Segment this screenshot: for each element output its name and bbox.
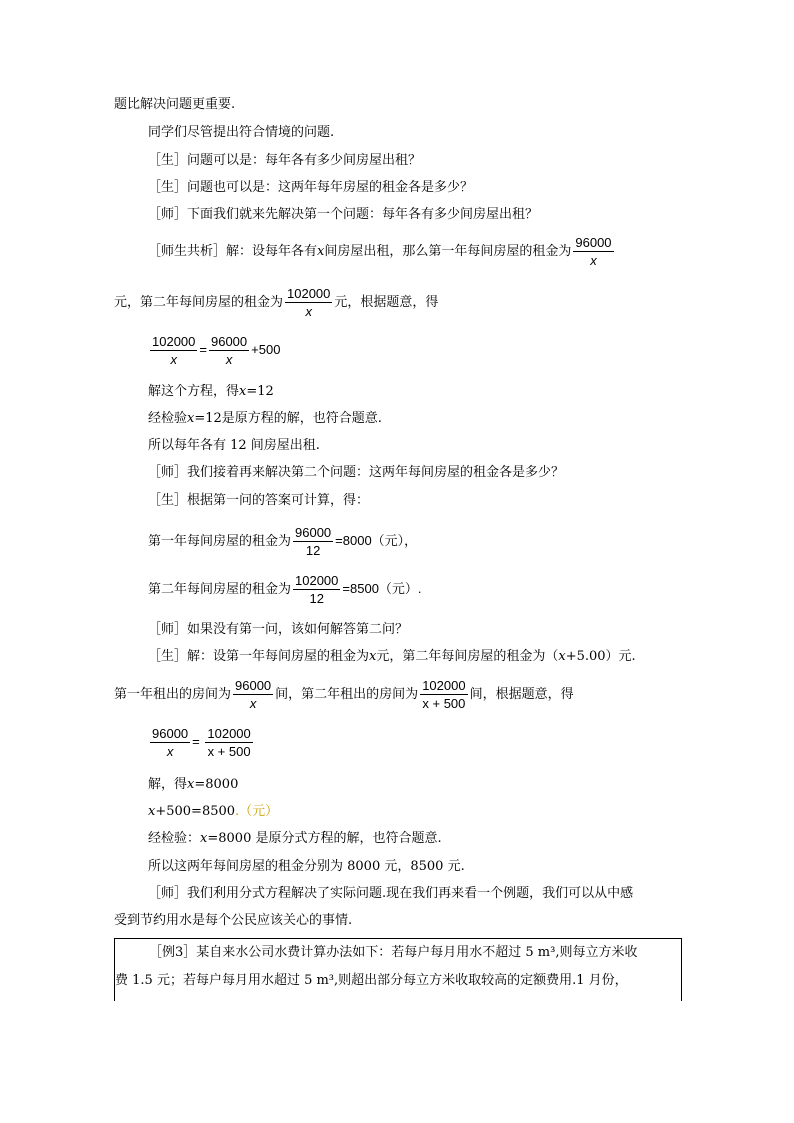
text: ［师］我们接着再来解决第二个问题：这两年每间房屋的租金各是多少？ bbox=[148, 465, 565, 480]
numerator: 96000 bbox=[295, 525, 332, 540]
text-line bbox=[148, 802, 278, 822]
text: 经检验 bbox=[148, 411, 188, 426]
text: =12 bbox=[246, 384, 274, 399]
text-line bbox=[149, 943, 637, 963]
denominator: x bbox=[249, 696, 257, 711]
text: 第一年租出的房间为 bbox=[114, 687, 232, 702]
fraction bbox=[293, 524, 333, 559]
numerator: 96000 bbox=[575, 235, 612, 250]
numerator: 96000 bbox=[210, 334, 248, 349]
numerator: 96000 bbox=[152, 726, 189, 741]
text-line bbox=[148, 436, 320, 456]
text: ［生］问题也可以是：这两年每年房屋的租金各是多少？ bbox=[148, 180, 474, 195]
text: 解这个方程，得 bbox=[148, 384, 240, 399]
variable: x bbox=[369, 649, 377, 664]
text: +500=8500 bbox=[155, 804, 236, 819]
text: +5.00）元. bbox=[565, 649, 636, 664]
text-line-with-fraction bbox=[114, 677, 574, 712]
numerator: 102000 bbox=[207, 726, 251, 741]
text: 元，第二年每间房屋的租金为（ bbox=[376, 649, 559, 664]
text-line bbox=[148, 151, 421, 171]
denominator: x + 500 bbox=[207, 744, 251, 759]
text-line bbox=[148, 857, 465, 877]
text-line bbox=[114, 95, 235, 115]
text: 同学们尽管提出符合情境的问题. bbox=[148, 125, 335, 140]
variable: x bbox=[200, 831, 208, 846]
text-line bbox=[148, 178, 473, 198]
text-line-with-fraction bbox=[148, 524, 417, 559]
denominator: x bbox=[170, 352, 177, 367]
example-box bbox=[114, 938, 682, 1001]
text: .（元） bbox=[235, 804, 279, 819]
text-line bbox=[148, 205, 538, 225]
denominator: x bbox=[225, 352, 233, 367]
text: 第二年每间房屋的租金为 bbox=[148, 582, 292, 597]
fraction bbox=[285, 285, 332, 320]
text-line bbox=[115, 971, 628, 991]
variable: x bbox=[558, 649, 566, 664]
text: =8000（元）， bbox=[335, 533, 418, 548]
text: =8000 bbox=[194, 777, 239, 792]
text: 元，第二年每间房屋的租金为 bbox=[114, 295, 284, 310]
numerator: 102000 bbox=[295, 573, 339, 588]
text-line bbox=[148, 409, 382, 429]
fraction bbox=[420, 677, 467, 712]
text: +500 bbox=[251, 341, 281, 357]
text-line bbox=[148, 491, 369, 511]
text: 第一年每间房屋的租金为 bbox=[148, 534, 292, 549]
denominator: x bbox=[305, 304, 312, 319]
text: 所以每年各有 12 间房屋出租. bbox=[148, 438, 320, 453]
fraction bbox=[150, 725, 190, 760]
text: 经检验： bbox=[148, 831, 201, 846]
text: ［生］问题可以是：每年各有多少间房屋出租？ bbox=[148, 153, 422, 168]
denominator: 12 bbox=[309, 591, 324, 606]
text: 间，根据题意，得 bbox=[469, 687, 574, 702]
text-line bbox=[148, 620, 408, 640]
variable: x bbox=[148, 804, 156, 819]
text: ［生］根据第一问的答案可计算，得： bbox=[148, 493, 370, 508]
text: 所以这两年每间房屋的租金分别为 8000 元，8500 元. bbox=[148, 859, 465, 874]
text: 解，得 bbox=[148, 777, 188, 792]
text: ［例3］某自来水公司水费计算办法如下：若每户每月用水不超过 5 m³,则每立方米收 bbox=[149, 945, 638, 960]
text-line bbox=[148, 647, 636, 667]
text: ［师］我们利用分式方程解决了实际问题.现在我们再来看一个例题，我们可以从中感 bbox=[148, 886, 634, 901]
text: 间房屋出租，那么第一年每间房屋的租金为 bbox=[324, 244, 572, 259]
numerator: 102000 bbox=[287, 286, 331, 301]
equation bbox=[148, 725, 255, 760]
text: 费 1.5 元；若每户每月用水超过 5 m³,则超出部分每立方米收取较高的定额费用.1 月份， bbox=[115, 973, 628, 988]
denominator: x bbox=[590, 253, 597, 268]
numerator: 102000 bbox=[152, 334, 196, 349]
denominator: x + 500 bbox=[422, 696, 466, 711]
text: 受到节约用水是每个公民应该关心的事情. bbox=[114, 913, 353, 928]
text-line-with-fraction bbox=[148, 234, 616, 269]
text-line bbox=[148, 463, 564, 483]
variable: x bbox=[187, 411, 195, 426]
variable: x bbox=[239, 384, 247, 399]
text-line bbox=[148, 123, 334, 143]
variable: x bbox=[187, 777, 195, 792]
text: =8000 是原分式方程的解，也符合题意. bbox=[207, 831, 442, 846]
text-line bbox=[148, 775, 238, 795]
fraction bbox=[573, 234, 613, 269]
text-line bbox=[148, 382, 274, 402]
text: = bbox=[192, 733, 200, 749]
text: 题比解决问题更重要. bbox=[114, 97, 236, 112]
fraction bbox=[233, 677, 273, 712]
numerator: 96000 bbox=[235, 678, 272, 693]
text-line-with-fraction bbox=[114, 285, 438, 320]
text: ［生］解：设第一年每间房屋的租金为 bbox=[148, 649, 370, 664]
text: ［师］如果没有第一问，该如何解答第二问？ bbox=[148, 622, 409, 637]
numerator: 102000 bbox=[422, 678, 466, 693]
text-line-with-fraction bbox=[148, 572, 422, 607]
denominator: x bbox=[166, 744, 174, 759]
text: 元，根据题意，得 bbox=[334, 295, 439, 310]
text: =8500（元）. bbox=[342, 581, 422, 596]
text: ［师］下面我们就来先解决第一个问题：每年各有多少间房屋出租？ bbox=[148, 207, 539, 222]
text: ［师生共析］解：设每年各有 bbox=[148, 244, 318, 259]
text: =12是原方程的解，也符合题意. bbox=[194, 411, 382, 426]
fraction bbox=[209, 333, 249, 368]
denominator: 12 bbox=[305, 543, 321, 558]
fraction bbox=[150, 333, 197, 368]
fraction bbox=[205, 725, 252, 760]
equation: $\frac{102000}{x}$ = $\frac{96000}{x}$ +500 bbox=[152, 334, 281, 367]
variable: x bbox=[317, 244, 325, 259]
text-line bbox=[148, 884, 633, 904]
text-line bbox=[114, 911, 352, 931]
fraction bbox=[293, 572, 340, 607]
text-line bbox=[148, 829, 442, 849]
text: 间，第二年租出的房间为 bbox=[275, 687, 419, 702]
